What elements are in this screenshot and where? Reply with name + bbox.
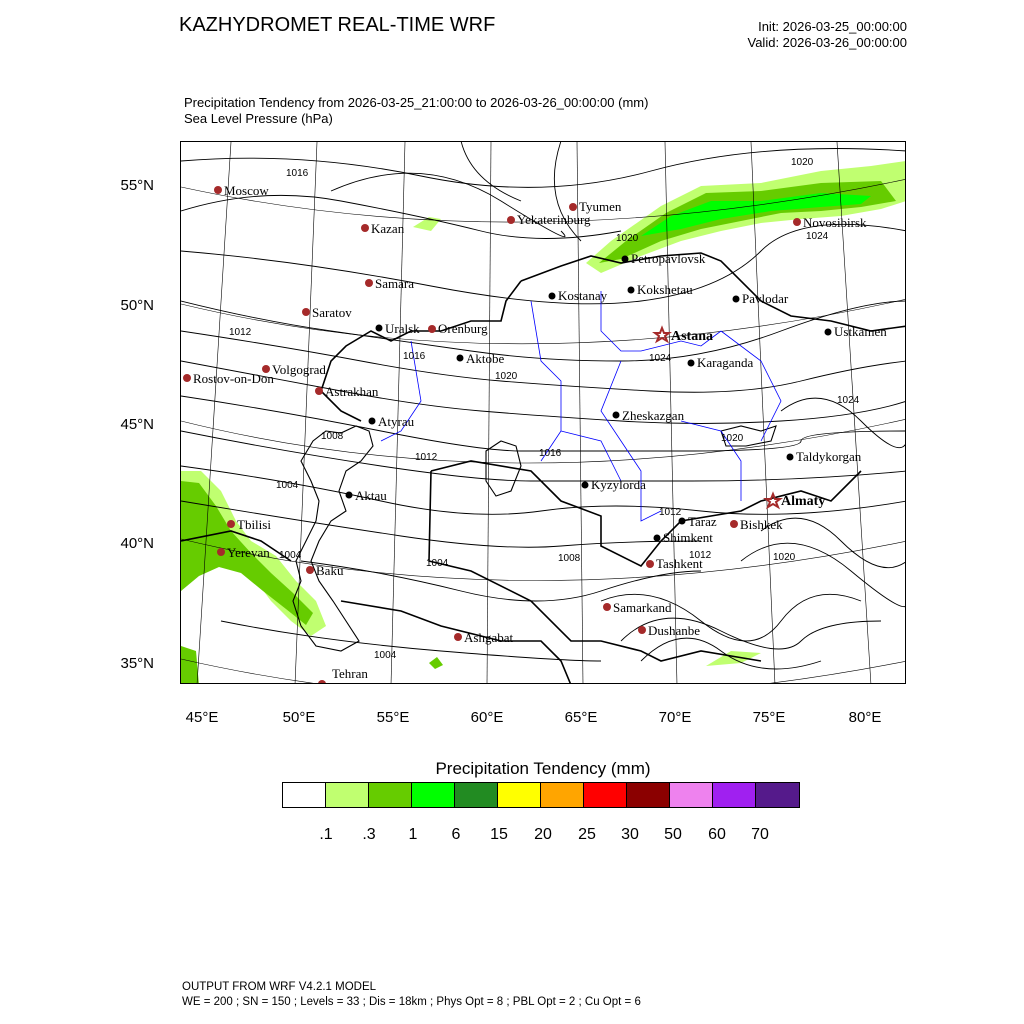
city-taldykorgan[interactable]	[787, 449, 862, 464]
city-rostov[interactable]	[183, 371, 274, 386]
city-astrakhan[interactable]	[315, 384, 379, 399]
svg-text:Zheskazgan: Zheskazgan	[622, 408, 685, 423]
isobar-label: 1012	[229, 327, 252, 338]
svg-text:Petropavlovsk: Petropavlovsk	[631, 251, 706, 266]
svg-text:Karaganda: Karaganda	[697, 355, 754, 370]
city-zheskazgan[interactable]	[613, 408, 685, 423]
city-shimkent[interactable]	[654, 530, 714, 545]
colorbar-swatch	[369, 783, 412, 807]
svg-text:Orenburg: Orenburg	[438, 321, 488, 336]
svg-text:Almaty: Almaty	[781, 494, 826, 509]
svg-text:Yekaterinburg: Yekaterinburg	[517, 212, 591, 227]
colorbar-label: .3	[362, 826, 376, 843]
model-version: OUTPUT FROM WRF V4.2.1 MODEL	[182, 981, 377, 993]
lat-label-55: 55°N	[120, 177, 154, 194]
svg-text:Shimkent: Shimkent	[663, 530, 713, 545]
legend-title: Precipitation Tendency (mm)	[435, 759, 651, 778]
svg-text:Novosibirsk: Novosibirsk	[803, 215, 867, 230]
svg-text:Aktau: Aktau	[355, 488, 387, 503]
city-taraz[interactable]	[679, 514, 717, 529]
city-aktobe[interactable]	[457, 351, 505, 366]
svg-text:Volgograd: Volgograd	[272, 362, 326, 377]
isobar-label: 1020	[773, 552, 796, 563]
svg-text:Moscow: Moscow	[224, 183, 269, 198]
time-info	[748, 19, 908, 51]
city-almaty[interactable]	[766, 494, 825, 509]
colorbar-label: 20	[534, 826, 552, 843]
city-uralsk[interactable]	[376, 321, 421, 336]
svg-text:Tbilisi: Tbilisi	[237, 517, 271, 532]
svg-text:Astana: Astana	[671, 329, 714, 344]
city-atyrau[interactable]	[369, 414, 415, 429]
svg-text:Samara: Samara	[375, 276, 414, 291]
svg-text:Tyumen: Tyumen	[579, 199, 622, 214]
map-canvas	[181, 142, 906, 684]
precipitation-areas	[181, 161, 906, 684]
city-baku[interactable]	[306, 563, 344, 578]
field-description	[184, 95, 648, 127]
city-tashkent[interactable]	[646, 556, 703, 571]
colorbar-label: 70	[751, 826, 769, 843]
isobar-label: 1012	[659, 507, 682, 518]
colorbar-swatch	[326, 783, 369, 807]
colorbar-swatch	[283, 783, 326, 807]
city-tehran[interactable]	[318, 666, 368, 684]
svg-text:Tashkent: Tashkent	[656, 556, 703, 571]
city-samarkand[interactable]	[603, 600, 672, 615]
lon-label-45: 45°E	[185, 709, 219, 726]
city-yekaterinburg[interactable]	[507, 212, 591, 227]
precip-area-turkmen	[429, 657, 443, 669]
isobar-label: 1004	[426, 558, 449, 569]
city-astana[interactable]	[655, 328, 713, 344]
isobar-label: 1012	[689, 550, 712, 561]
colorbar-label: 15	[490, 826, 508, 843]
slp-field-label: Sea Level Pressure (hPa)	[184, 111, 333, 126]
isobar-label: 1016	[286, 168, 309, 179]
map-panel[interactable]	[180, 141, 906, 684]
isobar-label: 1004	[279, 550, 302, 561]
precip-area-iran	[181, 646, 199, 684]
isobar-label: 1020	[791, 157, 814, 168]
city-orenburg[interactable]	[428, 321, 488, 336]
city-kostanay[interactable]	[549, 288, 608, 303]
valid-time: Valid: 2026-03-26_00:00:00	[747, 35, 907, 50]
isobar-label: 1020	[721, 433, 744, 444]
city-pavlodar[interactable]	[733, 291, 789, 306]
colorbar-label: 60	[708, 826, 726, 843]
isobar-label: 1008	[558, 553, 581, 564]
city-aktau[interactable]	[346, 488, 388, 503]
isobar-label: 1004	[374, 650, 397, 661]
colorbar-swatch	[584, 783, 627, 807]
svg-text:Astrakhan: Astrakhan	[325, 384, 379, 399]
lat-label-45: 45°N	[120, 416, 154, 433]
colorbar-swatch	[713, 783, 756, 807]
svg-text:Baku: Baku	[316, 563, 344, 578]
isobar-label: 1012	[415, 452, 438, 463]
city-karaganda[interactable]	[688, 355, 754, 370]
city-kyzylorda[interactable]	[582, 477, 647, 492]
svg-text:Tehran: Tehran	[332, 666, 368, 681]
isobar-label: 1024	[806, 231, 829, 242]
lon-label-80: 80°E	[848, 709, 882, 726]
colorbar-label: 30	[621, 826, 639, 843]
city-bishkek[interactable]	[730, 517, 783, 532]
city-saratov[interactable]	[302, 305, 352, 320]
colorbar	[282, 782, 800, 808]
lon-label-65: 65°E	[564, 709, 598, 726]
isobar-label: 1020	[495, 371, 518, 382]
colorbar-swatch	[541, 783, 584, 807]
svg-text:Kazan: Kazan	[371, 221, 405, 236]
lon-label-50: 50°E	[282, 709, 316, 726]
svg-text:Uralsk: Uralsk	[385, 321, 420, 336]
city-samara[interactable]	[365, 276, 414, 291]
svg-text:Saratov: Saratov	[312, 305, 352, 320]
isobar-label: 1004	[276, 480, 299, 491]
isobar-labels	[229, 157, 860, 661]
svg-text:Dushanbe: Dushanbe	[648, 623, 700, 638]
svg-text:Atyrau: Atyrau	[378, 414, 415, 429]
svg-text:Samarkand: Samarkand	[613, 600, 672, 615]
svg-text:Taldykorgan: Taldykorgan	[796, 449, 862, 464]
city-kokshetau[interactable]	[628, 282, 694, 297]
isobar-label: 1008	[321, 431, 344, 442]
lat-label-35: 35°N	[120, 655, 154, 672]
colorbar-swatch	[455, 783, 498, 807]
svg-text:Kokshetau: Kokshetau	[637, 282, 693, 297]
colorbar-label: 25	[578, 826, 596, 843]
city-petropavlovsk[interactable]	[622, 251, 706, 266]
lon-label-70: 70°E	[658, 709, 692, 726]
svg-text:Aktobe: Aktobe	[466, 351, 505, 366]
city-novosibirsk[interactable]	[793, 215, 867, 230]
svg-text:Bishkek: Bishkek	[740, 517, 783, 532]
lon-label-75: 75°E	[752, 709, 786, 726]
colorbar-swatch	[756, 783, 799, 807]
city-kazan[interactable]	[361, 221, 405, 236]
colorbar-label: 50	[664, 826, 682, 843]
isobar-label: 1024	[837, 395, 860, 406]
model-info	[182, 980, 641, 1010]
lat-label-40: 40°N	[120, 535, 154, 552]
lon-label-55: 55°E	[376, 709, 410, 726]
precip-field-label: Precipitation Tendency from 2026-03-25_21:00:00 to 2026-03-26_00:00:00 (mm)	[184, 95, 649, 110]
city-dushanbe[interactable]	[638, 623, 700, 638]
svg-text:Pavlodar: Pavlodar	[742, 291, 789, 306]
isobar-label: 1024	[649, 353, 672, 364]
chart-title: KAZHYDROMET REAL-TIME WRF	[179, 14, 496, 36]
city-ustkamen[interactable]	[825, 324, 888, 339]
lon-label-60: 60°E	[470, 709, 504, 726]
colorbar-label: 6	[451, 826, 461, 843]
isobar-label: 1016	[403, 351, 426, 362]
model-config: WE = 200 ; SN = 150 ; Levels = 33 ; Dis = 18km ; Phys Opt = 8 ; PBL Opt = 2 ; Cu Opt = 6	[182, 996, 641, 1008]
city-moscow[interactable]	[214, 183, 269, 198]
colorbar-swatch	[498, 783, 541, 807]
colorbar-swatch	[412, 783, 455, 807]
svg-text:Ustkamen: Ustkamen	[834, 324, 887, 339]
svg-text:Ashgabat: Ashgabat	[464, 630, 514, 645]
svg-text:Rostov-on-Don: Rostov-on-Don	[193, 371, 274, 386]
isobar-label: 1016	[539, 448, 562, 459]
colorbar-label: .1	[319, 826, 333, 843]
svg-text:Taraz: Taraz	[688, 514, 717, 529]
colorbar-swatch	[670, 783, 713, 807]
init-time: Init: 2026-03-25_00:00:00	[758, 19, 907, 34]
svg-text:Kostanay: Kostanay	[558, 288, 608, 303]
lat-label-50: 50°N	[120, 297, 154, 314]
colorbar-label: 1	[408, 826, 418, 843]
colorbar-swatch	[627, 783, 670, 807]
svg-text:Kyzylorda: Kyzylorda	[591, 477, 646, 492]
isobar-label: 1020	[616, 233, 639, 244]
svg-text:Yerevan: Yerevan	[227, 545, 270, 560]
